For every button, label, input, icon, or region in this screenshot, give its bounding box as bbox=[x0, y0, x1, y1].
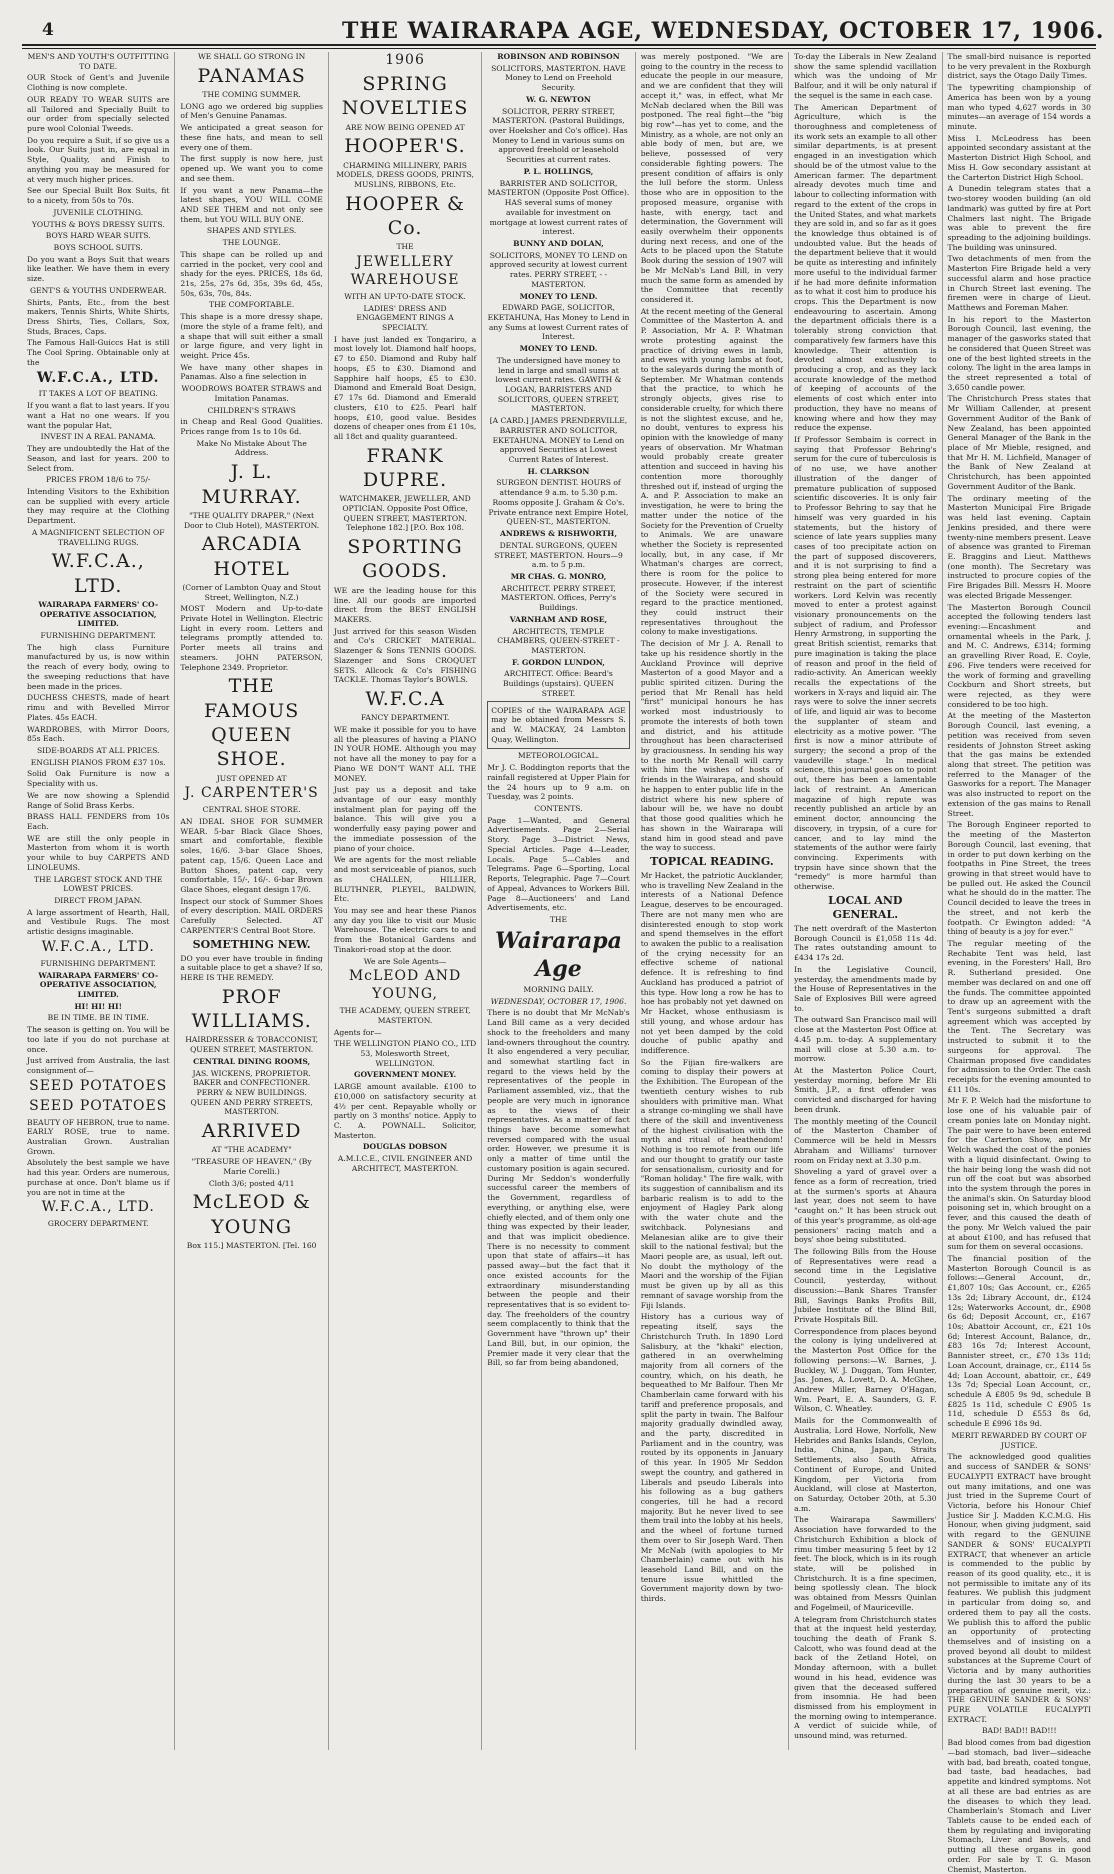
article-text: BEAUTY OF HEBRON, true to name. EARLY ROSE, true to name. Australian Grown. Australian Grown. bbox=[27, 1117, 170, 1156]
article-text: FURNISHING DEPARTMENT. bbox=[40, 958, 156, 968]
article-text: The Famous Hall-Guiccs Hat is still The Cool Spring. Obtainable only at the bbox=[27, 338, 170, 367]
article-text: The small-bird nuisance is reported to be very prevalent in the Roxburgh district, says the Otago Daily Times. bbox=[947, 52, 1091, 81]
article-text: ARCHITECTS, TEMPLE CHAMBERS, QUEEN-STREET - MASTERTON. bbox=[497, 626, 620, 655]
column-3 bbox=[329, 52, 482, 1750]
article-text: If you want a new Panama—the latest shapes, YOU WILL COME AND SEE THEM and not only see them, but YOU WILL BUY ONE. bbox=[180, 185, 323, 224]
article-text: If Professor Sembaim is correct in saying that Professor Behring's serum for the cure of tuberculosis is of no use, we have another illustration of the danger of premature publication of supposed scientific discoveries. It is only fair to Professor Behring to say that he himself was very guarded in his statements, but the history of science of late years supplies many cases of too precipitate action on the part of supposed discoverers, and it is not surprising to find a strong plea being entered for more restraint on the part of scientific workers. Lord Kelvin was recently moved to enter a protest against visionary pronouncements on the subject of radium, and Professor Henry Armstrong, in supporting the great British scientist, remarks that pure imagination is taking the place of reason and proof in the field of radio-activity. An American weekly recalls the expectations of the workers in X-rays and liquid air. The rays were to solve the inner secrets of life, and liquid air was to become the supplanter of steam and electricity as a motive power. "The first is now a minor attribute of surgery; the second a prop of the vaudeville stage." In medical science, this journal goes on to point out, there has been a lamentable lack of restraint. An American magazine of high repute was recently published an article by an eminent doctor, announcing the discovery, in trypsin, of a cure for cancer, and to lay mind the statements of the author were fairly convincing. Experiments with trypsin have since shown that the "remedy" is more harmful than otherwise. bbox=[794, 435, 937, 892]
article-text: "TREASURE OF HEAVEN," (By Marie Corelli.) bbox=[191, 1157, 312, 1176]
article-text: The typewriting championship of America has been won by a young man who typed 4,627 words in 30 minutes—an average of 154 words a minute. bbox=[947, 83, 1091, 132]
article-text: OUR Stock of Gent's and Juvenile Clothing is now complete. bbox=[27, 73, 170, 93]
article-text: Box 115.] MASTERTON. [Tel. 160 bbox=[186, 1240, 317, 1250]
article-text: JAS. WICKENS, PROPRIETOR. BAKER and CONFECTIONER. PERRY & NEW BUILDINGS. QUEEN AND PERRY STREETS, MASTERTON. bbox=[190, 1068, 313, 1117]
article-text: ARE NOW BEING OPENED AT bbox=[345, 122, 465, 132]
article-text: Inspect our stock of Summer Shoes of every description. MAIL ORDERS Carefully Selected. AT CARPENTER'S Central Boot Store. bbox=[180, 896, 323, 935]
masthead-rule bbox=[22, 44, 1096, 46]
article-text: Mr Hacket, the patriotic Aucklander, who is travelling New Zealand in the interests of a National Defence League, deserves to be encouraged. There are not many men who are disinterested enough to stop work and spend themselves in the effort to awaken the public to a realisation of the crying necessity for an effective scheme of national defence. It is refreshing to find Auckland has produced a patriot of this type. How long a row he has to hoe has probably not yet dawned on Mr Hacket, whose enthusiasm is still young, and whose ardour has not yet been damped by the cold douche of public apathy and indifference. bbox=[640, 871, 784, 1055]
article-text: The American Department of Agriculture, which is the thoroughness and completeness of its work sets an example to all other similar departments, is at present engaged in an investigation which should be of the utmost value to the American farmer. The department already devotes much time and labour to collecting information with regard to the extent of the crops in the United States, and what markets they are sold in, and so far as it goes the knowledge thus obtained is of undoubted value. But the heads of the department believe that it would be quite as interesting and infinitely more useful to the individual farmer if he had more definite information as to what it cost him to produce his crops. This the Department is now endeavouring to ascertain. Among the department officials there is a tolerably strong conviction that comparatively few farmers have this knowledge. Their attention is devoted almost exclusively to producing a crop, and as they lack accurate knowledge of the method of keeping of accounts of the elements of cost which enter into production, they have no means of knowing where and how they may reduce the expense. bbox=[794, 102, 937, 433]
column-5 bbox=[636, 52, 789, 1750]
article-text: BE IN TIME. BE IN TIME. bbox=[47, 1013, 149, 1023]
article-text: In his report to the Masterton Borough Council, last evening, the manager of the gasworks stated that he considered that Queen Street was one of the best lighted streets in the colony. The light in the area lamps in the street represented a total of 3,650 candle power. bbox=[947, 314, 1091, 392]
article-text: Wairarapa Age bbox=[495, 927, 622, 982]
article-text: WEDNESDAY, OCTOBER 17, 1906. bbox=[490, 996, 627, 1006]
article-text: SPORTING GOODS. bbox=[347, 536, 463, 583]
article-text: J. L. MURRAY. bbox=[201, 461, 302, 508]
article-text: BOYS HARD WEAR SUITS. bbox=[45, 231, 151, 241]
article-text: FRANK DUPRE. bbox=[362, 444, 448, 491]
page-number: 4 bbox=[42, 20, 54, 40]
article-text: Just arrived from Australia, the last consignment of— bbox=[27, 1056, 170, 1075]
article-text: Just arrived for this season Wisden and Co's CRICKET MATERIAL. Slazenger & Sons TENNIS GOODS. Slazenger and Sons CROQUET SETS. Allcock & Co's FISHING TACKLE. Thomas Taylor's BOWLS. bbox=[333, 626, 477, 685]
article-text: JUVENILE CLOTHING. bbox=[53, 207, 144, 217]
article-text: Mr F. P. Welch had the misfortune to lose one of his valuable pair of cream ponies late on Monday night. The pair were to have been entered for the Carterton Show, and Mr Welch washed the coat of the ponies with a liquid disinfectant. Owing to the hair being long the wash did not run off the coat but was absorbed into the system through the pores in the animal's skin. On Saturday blood poisoning set in, which brought on a fever, and this caused the death of the pony. Mr Welch valued the pair at about £100, and has refused that sum for them on several occasions. bbox=[947, 1096, 1091, 1252]
article-text: GROCERY DEPARTMENT. bbox=[47, 1219, 149, 1229]
article-text: SIDE-BOARDS AT ALL PRICES. bbox=[36, 745, 160, 755]
article-text: BARRISTER AND SOLICITOR, MASTERTON (Opposite Post Office). HAS several sums of money available for investment on mortgage at lowest current rates of interest. bbox=[487, 178, 630, 237]
article-text: There is no doubt that Mr McNab's Land Bill came as a very decided shock to the freeholders and many land-owners throughout the country. It also engendered a very peculiar, and somewhat startling fact in regard to the views held by the representatives of the people in Parliament assembled, viz., that the people are very much in ignorance as to the views of their representatives. As a matter of fact things have become somewhat reversed compared with the usual order. However, we presume it is only a matter of time until the customary position is again secured. During Mr Seddon's wonderfully successful career the members of the Government, regardless of everything, or anything else, were chiefly elected, and of them only one thing was expected by their leader, and that was implicit obedience. There is no necessity to comment upon that state of affairs—it has passed away—but the fact that it once existed accounts for the extraordinary misunderstanding between the people and their representatives that is so evident to-day. The freeholders of the country seem complacently to think that the Government have "thrown up" their Land Bill, but, in our opinion, the Premier made it very clear that the Bill, so far from being abandoned, bbox=[487, 1008, 630, 1368]
article-text: History has a curious way of repeating itself, says the Christchurch Truth. In 1890 Lord Salisbury, at the "khaki" election, gathered in an overwhelming majority from all corners of the country, which, on his death, he bequeathed to Mr Balfour. Then Mr Chamberlain came forward with his tariff and preference proposals, and split the party in twain. The Balfour majority gradually dwindled away, and the party, discredited in Parliament and in the country, was routed by its opponents in January of this year. In 1905 Mr Seddon swept the country, and gathered in Liberals and pseudo Liberals into his following as a bug gathers congeries, till he had a record majority. But he never lived to see them trail into the lobby at his heels, and the wheel of fortune turned them over to Sir Joseph Ward. Then Mr McNab (with apologies to Mr Chamberlain) came out with his leasehold Land Bill, and on the tenure issue whittled the Government majority down by two-thirds. bbox=[640, 1312, 784, 1604]
article-text: They are undoubtedly the Hat of the Season, and last for years. 200 to Select from. bbox=[27, 444, 170, 473]
article-text: The Wairarapa Sawmillers' Association have forwarded to the Christchurch Exhibition a block of rimu timber measuring 5 feet by 12 feet. The block, which is in its rough state, will be polished in Christchurch. It is a fine specimen, being spotlessly clean. The block was obtained from Messrs Quinlan and Fogelmeil, of Mauriceville. bbox=[794, 1515, 937, 1612]
article-text: PANAMAS bbox=[197, 64, 306, 87]
article-text: Correspondence from places beyond the colony is lying undelivered at the Masterton Post Office for the following persons:—W. Barnes, J. Buckley, W. J. Duggan, Tom Hunter, Jas. Jones, A. Lovett, D. A. McGhee, Andrew Miller, Barney O'Hagan, Wm. Peart, E. A. Saunders, G. F. Wilson, C. Wheatley. bbox=[794, 1326, 937, 1414]
article-text: BAD! BAD!! BAD!!! bbox=[981, 1726, 1057, 1736]
article-text: Intending Visitors to the Exhibition can be supplied with every article they may require at the Clothing Department. bbox=[27, 486, 170, 526]
article-text: The high class Furniture manufactured by us, is now within the reach of every body, owing to the sweeping reductions that have been made in the prices. bbox=[27, 642, 170, 691]
article-text: The Masterton Borough Council accepted the following tenders last evening:—Encashment and ornamental wheels in the Park, J. and M. C. Andrews, £314; forming an gravelling River Road, E. Coyle, £96. Five tenders were received for the work of forming and gravelling Cockburn and Short streets, but were rejected, as they were considered to be too high. bbox=[947, 602, 1091, 709]
article-text: VARNHAM AND ROSE, bbox=[509, 614, 608, 624]
article-text: Bad blood comes from bad digestion—bad stomach, bad liver—sideache with bad, bad breath, coated tongue, bad taste, bad headaches, bad appetite and kindred symptoms. Not at all these are bad entries as are the diseases to which they lead. Chamberlain's Stomach and Liver Tablets cause to be ended each of them by regulating and invigorating Stomach, Liver and Bowels, and putting all these organs in good order. For sale by T. G. Mason Chemist, Masterton. bbox=[947, 1738, 1091, 1874]
article-text: I have just landed ex Tongariro, a most lovely lot. Diamond half hoops, £7 to £50. Diamond and Ruby half hoops, £5 to £30. Diamond and Sapphire half hoops, £5 to £30. Diamond and Emerald Boat Design, £7 17s 6d. Diamond and Emerald clusters, £10 to £25. Pearl half hoops, £10, good value. Besides dozens of cheaper ones from £1 10s, all 18ct and quality guaranteed. bbox=[333, 334, 477, 441]
article-text: If you want a flat to last years. If you want a Hat no one wears. If you want the popular Hat, bbox=[27, 401, 170, 430]
article-text: EDWARD PAGE, SOLICITOR, EKETAHUNA, Has Money to Lend in any Sums at lowest Current rates of Interest. bbox=[487, 303, 630, 342]
article-text: This shape can be rolled up and carried in the pocket, very cool and shady for the eyes. PRICES, 18s 6d, 21s, 25s, 27s 6d, 35s, 39s 6d, 45s, 50s, 63s, 70s, 84s. bbox=[180, 249, 323, 298]
article-text: OUR READY TO WEAR SUITS are all Tailored and Specially Built to our order from specially selected pure wool Colonial Tweeds. bbox=[27, 94, 170, 134]
article-text: JUST OPENED AT bbox=[216, 773, 287, 783]
article-text: Mr J. C. Boddington reports that the rainfall registered at Upper Plain for the 24 hours up to 9 a.m. on Tuesday, was 2 points. bbox=[487, 763, 630, 802]
article-text: (Corner of Lambton Quay and Stout Street, Wellington, N.Z.) bbox=[182, 582, 321, 602]
article-text: AT "THE ACADEMY" bbox=[211, 1145, 292, 1155]
article-text: ARCADIA HOTEL bbox=[201, 533, 302, 580]
article-text: The outward San Francisco mail will close at the Masterton Post Office at 4.45 p.m. to-day. A supplementary mail will close at 5.30 a.m. to-morrow. bbox=[794, 1015, 937, 1064]
article-text: THE ACADEMY, QUEEN STREET, MASTERTON. bbox=[339, 1006, 471, 1025]
article-text: SPRING NOVELTIES bbox=[341, 72, 469, 120]
article-text: Solid Oak Furniture is now a Speciality with us. bbox=[27, 769, 170, 789]
article-text: SOLICITORS, MONEY TO LEND on approved security at lowest current rates. PERRY STREET, - - MASTERTON. bbox=[489, 250, 628, 289]
article-text: LADIES' DRESS AND ENGAGEMENT RINGS A SPECIALTY. bbox=[356, 303, 454, 333]
article-text: LONG ago we ordered big supplies of Men's Genuine Panamas. bbox=[180, 101, 323, 121]
column-7 bbox=[943, 52, 1096, 1874]
article-text: [A CARD.] JAMES PRENDERVILLE, BARRISTER AND SOLICITOR, EKETAHUNA. MONEY to Lend on approved Securities at Lowest Current Rates of Interest. bbox=[489, 416, 628, 465]
article-text: WE make it possible for you to have all the pleasures of having a PIANO IN YOUR HOME. Although you may not have all the money to pay for a Piano WE DON'T WANT ALL THE MONEY. bbox=[333, 725, 477, 783]
column-4 bbox=[482, 52, 635, 1750]
article-text: ARCHITECT. Office: Beard's Buildings (upstairs). QUEEN STREET. bbox=[502, 669, 614, 698]
article-text: 1906 bbox=[385, 52, 425, 68]
article-text: LOCAL AND GENERAL. bbox=[828, 893, 903, 921]
article-text: FURNISHING DEPARTMENT. bbox=[40, 631, 156, 641]
article-text: W.F.C.A., LTD. bbox=[36, 369, 160, 386]
article-text: Do you require a Suit, if so give us a look. Our Suits just in, are equal in Style, Quality, and Finish to anything you may be measured for at very much higher prices. bbox=[27, 135, 170, 184]
article-text: W.F.C.A., LTD. bbox=[51, 550, 145, 597]
article-text: DIRECT FROM JAPAN. bbox=[54, 896, 143, 905]
article-text: DO you ever have trouble in finding a suitable place to get a shave? If so, HERE IS THE REMEDY. bbox=[180, 953, 323, 983]
article-text: ANDREWS & RISHWORTH, bbox=[499, 529, 617, 539]
article-text: HOOPER & Co. bbox=[345, 192, 465, 240]
article-text: Shirts, Pants, Etc., from the best makers, Tennis Shirts, White Shirts, Dress Shirts, Ties, Collars, Sox, Studs, Braces, Caps. bbox=[27, 297, 170, 336]
article-text: Do you want a Boys Suit that wears like leather. We have them in every size. bbox=[27, 254, 170, 284]
article-text: The acknowledged good qualities and success of SANDER & SONS' EUCALYPTI EXTRACT have brought out many imitations, and one was just tried in the Supreme Court of Victoria, before his Honour Chief Justice Sir J. Madden K.C.M.G. His Honour, when giving judgment, said with regard to the GENUINE SANDER & SONS' EUCALYPTI EXTRACT, that whenever an article is commended to the public by reason of its good quality, etc., it is not permissible to imitate any of its features. We publish this judgment in particular from doing so, and ordered them to pay all the costs. We publish this to afford the public an opportunity of protecting themselves and of insisting on a proved beyond all doubt to mildest substances at the Supreme Court of Victoria and by many authorities during the last 30 years to be a preparation of genuine merit, viz.: THE GENUINE SANDER & SONS' PURE VOLATILE EUCALYPTI EXTRACT. bbox=[947, 1452, 1091, 1724]
article-text: WE SHALL GO STRONG IN bbox=[198, 52, 306, 61]
article-text: This shape is a more dressy shape, (more the style of a frame felt), and a shape that will suit either a small or large figure, and very light in weight. Price 45s. bbox=[180, 312, 323, 360]
article-text: INVEST IN A REAL PANAMA. bbox=[40, 432, 156, 442]
article-text: We are agents for the most reliable and most serviceable of pianos, such as CHALLEN, HILLIER, BLUTHNER, PLEYEL, BALDWIN, Etc. bbox=[333, 855, 477, 904]
article-text: DENTAL SURGEONS, QUEEN STREET, MASTERTON. Hours—9 a.m. to 5 p.m. bbox=[494, 540, 623, 570]
article-text: COPIES of the WAIRARAPA AGE may be obtained from Messrs S. and W. MACKAY, 24 Lambton Quay, Wellington. bbox=[487, 701, 629, 750]
article-text: ARCHITECT. PERRY STREET, MASTERTON. Offices, Perry's Buildings. bbox=[500, 583, 617, 613]
article-text: TOPICAL READING. bbox=[650, 854, 774, 868]
article-text: CENTRAL SHOE STORE. bbox=[202, 805, 301, 815]
newspaper-title: THE WAIRARAPA AGE, WEDNESDAY, OCTOBER 17, 1906. bbox=[342, 18, 1105, 44]
article-text: CENTRAL DINING ROOMS, bbox=[193, 1056, 311, 1066]
article-text: HAIRDRESSER & TOBACCONIST, QUEEN STREET, MASTERTON. bbox=[185, 1035, 318, 1055]
article-text: WE are the leading house for this line. All our goods are imported direct from the BEST ENGLISH MAKERS. bbox=[333, 585, 477, 624]
article-text: MOST Modern and Up-to-date Private Hotel in Wellington. Electric Light in every room. Letters and telegrams promptly attended to. Porter meets all trains and steamers. JOHN PATERSON, Telephone 2349. Proprietor. bbox=[180, 604, 323, 672]
article-text: MERIT REWARDED BY COURT OF JUSTICE. bbox=[951, 1430, 1087, 1450]
article-text: PRICES FROM 18/6 to 75/- bbox=[45, 475, 151, 485]
article-text: ARRIVED bbox=[201, 1120, 302, 1143]
article-text: HOOPER'S. bbox=[344, 135, 466, 158]
article-text: WOODROWS BOATER STRAWS and Imitation Panamas. bbox=[181, 384, 322, 403]
article-text: McLEOD & YOUNG bbox=[192, 1191, 311, 1238]
article-text: DUCHESS CHESTS, made of heart rimu and with Bevelled Mirror Plates. 45s EACH. bbox=[27, 693, 170, 722]
article-text: A large assortment of Hearth, Hall, and Vestibule Rugs. The most artistic designs imaginable. bbox=[27, 907, 170, 937]
article-text: The season is getting on. You will be too late if you do not purchase at once. bbox=[27, 1025, 170, 1054]
article-text: At the Masterton Police Court, yesterday morning, before Mr Eli Smith, J.P., a first offender was convicted and discharged for having been drunk. bbox=[794, 1066, 937, 1114]
article-text: Miss I. McLeodress has been appointed secondary assistant at the Masterton District High School, and Miss H. Gow secondary assistant at the Carterton District High School. bbox=[947, 133, 1091, 182]
article-text: W. G. NEWTON bbox=[526, 94, 591, 104]
column-6 bbox=[789, 52, 942, 1750]
article-text: CONTENTS. bbox=[534, 804, 583, 814]
article-text: The Borough Engineer reported to the meeting of the Masterton Borough Council, last evening, that in order to put down kerbing on the footpaths in Pine Street, the trees growing in that street would have to be pulled out. He asked the Council what he should do in the matter. The Council decided to leave the trees in the street, and not kerb the footpath. Cr Ewington added: "A thing of beauty is a joy for ever." bbox=[947, 820, 1091, 937]
article-text: The regular meeting of the Rechabite Tent was held, last evening, in the Foresters' Hall, Bro R. Sutherland presided. One member was declared on and one off the funds. The committee appointed to draw up an agreement with the Tent's surgeons submitted a draft agreement which was accepted by the Tent. The Secretary was instructed to submit it to the surgeons for approval. The Chairman proposed five candidates for admission to the Order. The cash receipts for the evening amounted to £11 10s. bbox=[947, 938, 1091, 1094]
article-text: The financial position of the Masterton Borough Council is as follows:—General Account, dr., £1,807 10s; Gas Account, cr., £265 13s 2d; Library Account, dr., £124 12s; Waterworks Account, dr., £908 6s 6d; Deposit Account, cr., £167 10s; Abattoir Account, cr., £21 10s 6d; Interest Account, Balance, dr., £83 16s 7d; Interest Account, Bannister street, cr., £70 13s 11d; Loan Account, drainage, cr., £114 5s 4d; Loan Account, abattoir, cr., £49 13s 7d; Special Loan Account, cr., schedule A £805 9s 9d, schedule B £825 1s 11d, schedule C £905 1s 11d, schedule D £553 8s 6d, schedule E £996 18s 9d. bbox=[947, 1253, 1091, 1429]
article-text: "THE QUALITY DRAPER," (Next Door to Club Hotel), MASTERTON. bbox=[184, 510, 320, 530]
article-text: in Cheap and Real Good Qualities. Prices range from 1s to 10s 6d. bbox=[180, 417, 323, 437]
article-text: See our Special Built Box Suits, fit to a nicety, from 50s to 70s. bbox=[27, 186, 170, 206]
columns bbox=[22, 52, 1096, 1874]
article-text: The decision of Mr J. A. Renall to take up his residence shortly in the Auckland Province will deprive Masterton of a good Mayor and a public spirited citizen. During the period that Mr Renall has held "first" municipal honours he has worked most industriously to promote the interests of both town and district, and his attitude throughout has been characterised by graciousness. In sending his way to the north Mr Renall will carry with him the wishes of hosts of friends in the Wairarapa, and should he happen to enter public life in the district where his new sphere of labour will be, we have no doubt that those good qualities which he has shown in the Wairarapa will stand him in good stead and pave the way to success. bbox=[640, 639, 784, 853]
article-text: The nett overdraft of the Masterton Borough Council is £1,058 11s 4d. The rates outstanding amount to £434 17s 2d. bbox=[794, 923, 937, 963]
article-text: GOVERNMENT MONEY. bbox=[353, 1070, 457, 1080]
article-text: Absolutely the best sample we have had this year. Orders are numerous, purchase at once. Don't blame us if you are not in time at the bbox=[27, 1158, 170, 1197]
article-text: Shoveling a yard of gravel over a fence as a form of recreation, tried at the surmen's sports at Ahaura last year, does not seem to have "caught on." It has been struck out of this year's programme, as old-age pensioners' racing match and a boys' shoe being substituted. bbox=[794, 1167, 937, 1245]
article-text: BOYS SCHOOL SUITS. bbox=[53, 242, 143, 252]
article-text: WAIRARAPA FARMERS' CO-OPERATIVE ASSOCIATION, LIMITED. bbox=[38, 599, 159, 629]
article-text: LARGE amount available. £100 to £10,000 on satisfactory security at 4½ per cent. Repayable wholly or partly on 3 months' notice. Apply to C. A. POWNALL. Solicitor, Masterton. bbox=[333, 1082, 477, 1140]
article-text: THE WELLINGTON PIANO CO., LTD 53, Molesworth Street, WELLINGTON. bbox=[333, 1039, 477, 1068]
article-text: THE FAMOUS QUEEN SHOE. bbox=[203, 675, 300, 771]
article-text: THE LOUNGE. bbox=[222, 238, 281, 248]
article-text: A Dunedin telegram states that a two-storey wooden building (an old landmark) was gutted by fire at Port Chalmers last night. The Brigade was able to prevent the fire spreading to the adjoining buildings. The building was uninsured. bbox=[947, 184, 1091, 252]
article-text: To-day the Liberals in New Zealand show the same splendid vacillation which was the undoing of Mr Balfour, and it will be only natural if the sequel is the same in each case. bbox=[794, 52, 937, 100]
article-text: A.M.I.C.E., CIVIL ENGINEER AND ARCHITECT, MASTERTON. bbox=[337, 1154, 473, 1173]
article-text: At the recent meeting of the General Committee of the Masterton A. and P. Association, Mr A. P. Whatman wrote protesting against the practice of driving ewes in lamb, and ewes with young lambs at foot, to the saleyards during the month of September. Mr Whatman contends that the practice, to which he strongly objects, gives rise to considerable cruelty, for which there is not the slightest excuse, and he, no doubt, ventures to express his opinion with the knowledge of many years of observation. Mr Whatman would probably create greater attention and succeed in having his contention more thoroughly threshed out if, instead of urging the A. and P. Association to make an investigation, he were to bring the matter under the notice of the Society for the Prevention of Cruelty to Animals. We are unaware whether the Society is represented locally, but, in any case, if Mr Whatman's charges are correct, there is room for the police to prosecute. However, if the interest of the Society were secured in regard to the practice mentioned, they could instruct their representatives throughout the colony to make investigations. bbox=[640, 306, 784, 637]
article-text: IT TAKES A LOT OF BEATING. bbox=[38, 389, 158, 399]
article-text: F. GORDON LUNDON, bbox=[512, 657, 605, 667]
article-text: CHARMING MILLINERY, PARIS MODELS, DRESS GOODS, PRINTS, MUSLINS, RIBBONS, Etc. bbox=[336, 160, 474, 189]
article-text: SOLICITORS, MASTERTON. HAVE Money to Lend on Freehold Security. bbox=[491, 63, 626, 93]
article-text: GENT'S & YOUTHS UNDERWEAR. bbox=[30, 285, 167, 295]
article-text: SOLICITOR, PERRY STREET, MASTERTON. (Pastoral Buildings, over Hoeksher and Co's office). Has Money to Lend in various sums on approved freehold or leasehold Securities at current rates. bbox=[489, 106, 628, 165]
masthead bbox=[22, 10, 1105, 44]
article-text: At the meeting of the Masterton Borough Council, last evening, a petition was received from seven residents of Johnston Street asking that the gas mains be extended along that street. The petition was referred to the Manager of the Gasworks for a report. The Manager was also instructed to report on the extension of the gas mains to Renall Street. bbox=[947, 711, 1091, 818]
article-text: DOUGLAS DOBSON bbox=[362, 1142, 448, 1152]
article-text: McLEOD AND YOUNG, bbox=[348, 968, 462, 1003]
article-text: CHILDREN'S STRAWS bbox=[207, 405, 296, 415]
article-text: THE bbox=[396, 242, 414, 252]
article-text: P. L. HOLLINGS, bbox=[523, 166, 594, 176]
column-1 bbox=[22, 52, 175, 1750]
article-text: The Christchurch Press states that Mr William Callender, at present Government Auditor of the Bank of New Zealand, has been appointed General Manager of the Bank in the place of Mr Mieble, resigned, and that Mr H. M. Lichfield, Manager of the Bank of New Zealand at Christchurch, has been appointed Government Auditor of the Bank. bbox=[947, 394, 1091, 491]
article-text: The following Bills from the House of Representatives were read a second time in the Legislative Council, yesterday, without discussion:—Bank Shares Transfer Bill, Savings Banks Profits Bill, Jubilee Institute of the Blind Bill, Private Hospitals Bill. bbox=[794, 1246, 937, 1324]
article-text: W.F.C.A bbox=[365, 687, 445, 710]
article-text: So the Fijian fire-walkers are coming to display their powers at the Exhibition. The European of the twentieth century wishes to rub shoulders with primitive man. What a strange co-mingling we shall have there of the skill and inventiveness of the highest civilisation with the myth and ritual of heathendom! Nothing is too remote from our life and our thought to gratify our taste for sensationalism, curiosity and for "Roman holiday." The fire walk, with its suggestion of cannibalism and its barbaric realism is to add to the enjoyment of Hagley Park along with the water chute and the switchback. Polynesians and Melanesian alike are to give their skill to the national festival; but the Maori people are, as usual, left out. No doubt the mythology of the Maori and the worship of the Fijian must be given up by all as this remnant of savage worship from the Fiji Islands. bbox=[640, 1057, 784, 1310]
article-text: WARDROBES, with Mirror Doors, 85s Each. bbox=[27, 724, 170, 744]
article-text: WE are still the only people in Masterton from whom it is worth your while to buy CARPETS AND LINOLEUMS. bbox=[27, 833, 170, 872]
article-text: Make No Mistake About The Address. bbox=[196, 438, 307, 458]
article-text: JEWELLERY WAREHOUSE bbox=[350, 254, 460, 288]
article-text: J. CARPENTER'S bbox=[184, 785, 319, 802]
article-text: Mails for the Commonwealth of Australia, Lord Howe, Norfolk, New Hebrides and Banks Islands, Ceylon, India, China, Japan, Straits Settlements, also South Africa, Continent of Europe, and United Kingdom, per Victoria from Auckland, will close at Masterton, on Saturday, October 20th, at 5.30 a.m. bbox=[794, 1416, 937, 1513]
article-text: W.F.C.A., LTD. bbox=[41, 938, 155, 955]
article-text: A MAGNIFICENT SELECTION OF TRAVELLING RUGS. bbox=[31, 527, 165, 547]
article-text: THE COMING SUMMER. bbox=[202, 90, 301, 100]
article-text: BUNNY AND DOLAN, bbox=[513, 238, 604, 248]
article-text: THE COMFORTABLE. bbox=[209, 300, 295, 310]
article-text: In the Legislative Council, yesterday, the amendments made by the House of Representatives in the Sale of Explosives Bill were agreed to. bbox=[794, 964, 937, 1013]
article-text: YOUTHS & BOYS DRESSY SUITS. bbox=[31, 219, 165, 229]
article-text: SEED POTATOES bbox=[29, 1097, 168, 1114]
article-text: We are now showing a Splendid Range of Solid Brass Kerbs. bbox=[27, 790, 170, 810]
article-text: MR CHAS. G. MONRO, bbox=[510, 571, 607, 581]
article-text: W.F.C.A., LTD. bbox=[41, 1199, 155, 1216]
article-text: SOMETHING NEW. bbox=[192, 937, 311, 951]
article-text: PROF WILLIAMS. bbox=[191, 985, 312, 1033]
masthead-rule-thin bbox=[22, 48, 1096, 49]
article-text: The first supply is now here, just opened up. We want you to come and see them. bbox=[180, 154, 323, 183]
article-text: SHAPES AND STYLES. bbox=[206, 226, 297, 236]
article-text: FANCY DEPARTMENT. bbox=[360, 713, 450, 723]
article-text: ENGLISH PIANOS FROM £37 10s. bbox=[30, 757, 166, 767]
article-text: THE LARGEST STOCK AND THE LOWEST PRICES. bbox=[33, 874, 163, 894]
article-text: The ordinary meeting of the Masterton Municipal Fire Brigade was held last evening. Captain Jenkins presided, and there were twenty-nine members present. Leave of absence was granted to Fireman E. Braggins and Lieut. Matthews (one month). The Secretary was instructed to procure copies of the Fire Brigades Bill. Messrs H. Moore was elected Brigade Messenger. bbox=[947, 493, 1091, 600]
article-text: SURGEON DENTIST. HOURS of attendance 9 a.m. to 5.30 p.m. Rooms opposite J. Graham & Co's. Private entrance next Empire Hotel, QUEEN-ST., MASTERTON. bbox=[488, 478, 629, 527]
article-text: THE bbox=[549, 914, 568, 924]
article-text: A telegram from Christchurch states that at the inquest held yesterday, touching the death of Frank S. Calcott, who was found dead at the back of the Zetland Hotel, on Monday afternoon, with a bullet wound in his head, evidence was given that the deceased suffered from insomnia. He had been dismissed from his employment in the morning owing to intemperance. A verdict of suicide while, of unsound mind, was returned. bbox=[794, 1614, 937, 1741]
article-text: METEOROLOGICAL. bbox=[517, 751, 600, 761]
article-text: We have many other shapes in Panamas. Also a fine selection in bbox=[180, 362, 323, 382]
article-text: ROBINSON AND ROBINSON bbox=[497, 52, 620, 61]
article-text: WATCHMAKER, JEWELLER, AND OPTICIAN. Opposite Post Office, QUEEN STREET, MASTERTON. Telephone 182.] [P.O. Box 108. bbox=[339, 494, 471, 533]
article-text: MEN'S AND YOUTH'S OUTFITTING TO DATE. bbox=[27, 52, 169, 71]
article-text: The monthly meeting of the Council of the Masterton Chamber of Commerce will be held in Messrs Abraham and Williams' turnover room on Friday next at 3.30 p.m. bbox=[794, 1116, 937, 1165]
article-text: AN IDEAL SHOE FOR SUMMER WEAR. 5-bar Black Glace Shoes, smart and comfortable, flexible soles, 16/6. 3-bar Glace Shoes, patent cap, 15/6. Queen Lace and Button Shoes, patent cap, very comfortable, 15/-, 16/-. 6-bar Brown Glace Shoes, elegant design 17/6. bbox=[180, 816, 323, 894]
article-text: The undersigned have money to lend in large and small sums at lowest current rates. GAWITH & LOGAN, BARRISTERS AND SOLICITORS, QUEEN STREET, MASTERTON. bbox=[495, 355, 622, 414]
article-text: We anticipated a great season for these fine hats, and mean to sell every one of them. bbox=[180, 123, 323, 152]
article-text: You may see and hear these Pianos any day you like to visit our Music Warehouse. The electric cars to and from the Botanical Gardens and Tinakori-road stop at the door. bbox=[333, 905, 477, 954]
article-text: H. CLARKSON bbox=[527, 466, 590, 476]
article-text: MONEY TO LEND. bbox=[519, 344, 598, 354]
article-text: WAIRARAPA FARMERS' CO-OPERATIVE ASSOCIATION, LIMITED. bbox=[38, 970, 159, 999]
article-text: WITH AN UP-TO-DATE STOCK. bbox=[344, 291, 466, 301]
article-text: Cloth 3/6; posted 4/11 bbox=[208, 1178, 295, 1188]
article-text: MORNING DAILY. bbox=[523, 984, 594, 994]
article-text: Agents for— bbox=[333, 1027, 382, 1037]
article-text: We are Sole Agents— bbox=[363, 956, 447, 966]
article-text: SEED POTATOES bbox=[29, 1077, 168, 1094]
article-text: HI! HI! HI! bbox=[74, 1001, 122, 1011]
article-text: BRASS HALL FENDERS from 10s Each. bbox=[27, 812, 170, 831]
article-text: was merely postponed. "We are going to the country in the recess to educate the people in our measure, and we are confident that they will accept it," was, in effect, what Mr McNab declared when the Bill was postponed. The real fight—the "big big row"—has yet to come, and the Ministry, as a whole, are not only an able body of men, but are, we believe, possessed of very considerable fighting powers. The present condition of affairs is only the lull before the storm. Unless those who are in opposition to the proposed measure, organise with haste, with energy, tact and determination, the Government will easily overwhelm their opponents during next recess, and one of the Acts to be placed upon the Statute Book during the session of 1907 will be Mr McNab's Land Bill, in very much the same form as amended by the Committee that recently considered it. bbox=[640, 52, 784, 304]
column-2 bbox=[175, 52, 328, 1750]
article-text: MONEY TO LEND. bbox=[519, 291, 598, 301]
article-text: Page 1—Wanted, and General Advertisements. Page 2—Serial Story. Page 3—District News, Special Articles. Page 4—Leader, Locals. Page 5—Cables and Telegrams. Page 6—Sporting, Local Reports, Telegraphic. Page 7—Court of Appeal, Advances to Workers Bill. Page 8—Auctioneers' and Land Advertisements, etc. bbox=[487, 815, 630, 913]
article-text: Just pay us a deposit and take advantage of our easy monthly instalment plan for paying off the balance. This will give you a wonderfully easy paying power and the immediate possession of the piano of your choice. bbox=[333, 785, 477, 853]
article-text: Two detachments of men from the Masterton Fire Brigade held a very successful alarm and hose practice in Church Street last evening. The firemen were in charge of Lieut. Matthews and Foreman Maher. bbox=[947, 254, 1091, 312]
